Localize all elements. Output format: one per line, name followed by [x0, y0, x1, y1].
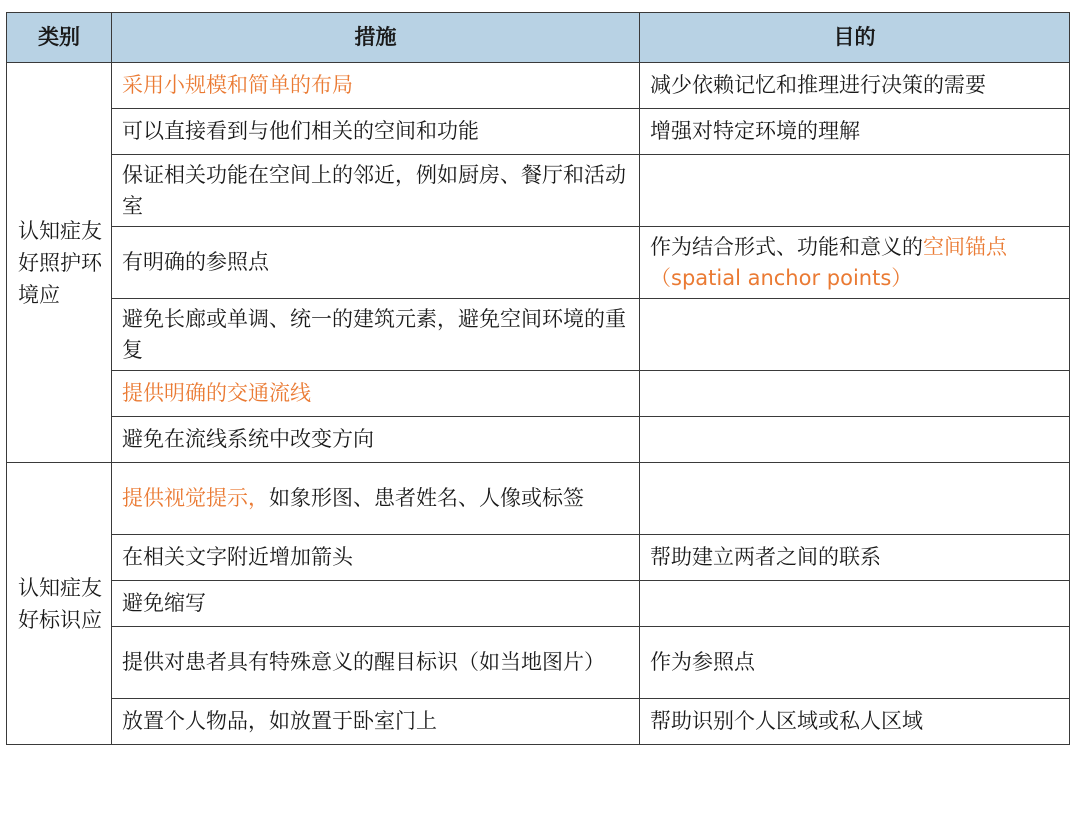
header-row: [7, 13, 1070, 63]
purpose-cell: [640, 155, 1070, 227]
purpose-cell: [640, 627, 1070, 699]
table-row: [7, 109, 1070, 155]
purpose-cell: [640, 581, 1070, 627]
purpose-cell: [640, 535, 1070, 581]
table-row: [7, 63, 1070, 109]
purpose-cell: [640, 109, 1070, 155]
table-row: [7, 627, 1070, 699]
cell-text: 在相关文字附近增加箭头: [122, 545, 353, 569]
measure-cell: [112, 371, 640, 417]
cell-text: 放置个人物品，如放置于卧室门上: [122, 709, 437, 733]
purpose-cell: [640, 227, 1070, 299]
measure-cell: [112, 155, 640, 227]
cell-text: 提供对患者具有特殊意义的醒目标识（如当地图片）: [122, 650, 605, 674]
cell-text: 避免在流线系统中改变方向: [122, 427, 374, 451]
table-row: [7, 535, 1070, 581]
purpose-cell: [640, 299, 1070, 371]
highlighted-text: 空间锚点（spatial anchor points）: [650, 234, 1007, 290]
measure-cell: [112, 417, 640, 463]
cell-text: 避免长廊或单调、统一的建筑元素，避免空间环境的重复: [122, 306, 626, 362]
header-category: 类别: [7, 13, 112, 63]
highlighted-text: 提供明确的交通流线: [122, 381, 311, 405]
cell-text: 保证相关功能在空间上的邻近，例如厨房、餐厅和活动室: [122, 162, 626, 218]
category-cell: 认知症友好标识应: [7, 463, 112, 745]
table-row: [7, 155, 1070, 227]
table-container: [6, 12, 1070, 745]
measure-cell: [112, 535, 640, 581]
header-purpose: 目的: [640, 13, 1070, 63]
measure-cell: [112, 63, 640, 109]
table-row: [7, 227, 1070, 299]
purpose-cell: [640, 463, 1070, 535]
table-row: [7, 581, 1070, 627]
table-row: [7, 463, 1070, 535]
measure-cell: [112, 109, 640, 155]
table-row: [7, 299, 1070, 371]
header-measure: 措施: [112, 13, 640, 63]
table-body: [7, 63, 1070, 745]
measure-cell: [112, 627, 640, 699]
purpose-cell: [640, 63, 1070, 109]
cell-text: 作为结合形式、功能和意义的: [650, 234, 923, 259]
table-row: [7, 417, 1070, 463]
purpose-cell: [640, 417, 1070, 463]
purpose-cell: [640, 699, 1070, 745]
highlighted-text: 提供视觉提示，: [122, 486, 269, 510]
purpose-cell: [640, 371, 1070, 417]
measure-cell: [112, 699, 640, 745]
highlighted-text: 采用小规模和简单的布局: [122, 73, 353, 97]
category-cell: 认知症友好照护环境应: [7, 63, 112, 463]
cell-text: 作为参照点: [650, 650, 755, 674]
cell-text: 有明确的参照点: [122, 250, 269, 274]
cell-text: 帮助识别个人区域或私人区域: [650, 709, 923, 733]
cell-text: 可以直接看到与他们相关的空间和功能: [122, 119, 479, 143]
cell-text: 避免缩写: [122, 591, 206, 615]
cell-text: 帮助建立两者之间的联系: [650, 545, 881, 569]
table-row: [7, 699, 1070, 745]
cell-text: 增强对特定环境的理解: [650, 119, 860, 143]
table-row: [7, 371, 1070, 417]
measure-cell: [112, 227, 640, 299]
cell-text: 如象形图、患者姓名、人像或标签: [269, 486, 584, 510]
measures-table: [6, 12, 1070, 745]
cell-text: 减少依赖记忆和推理进行决策的需要: [650, 73, 986, 97]
measure-cell: [112, 463, 640, 535]
measure-cell: [112, 299, 640, 371]
measure-cell: [112, 581, 640, 627]
